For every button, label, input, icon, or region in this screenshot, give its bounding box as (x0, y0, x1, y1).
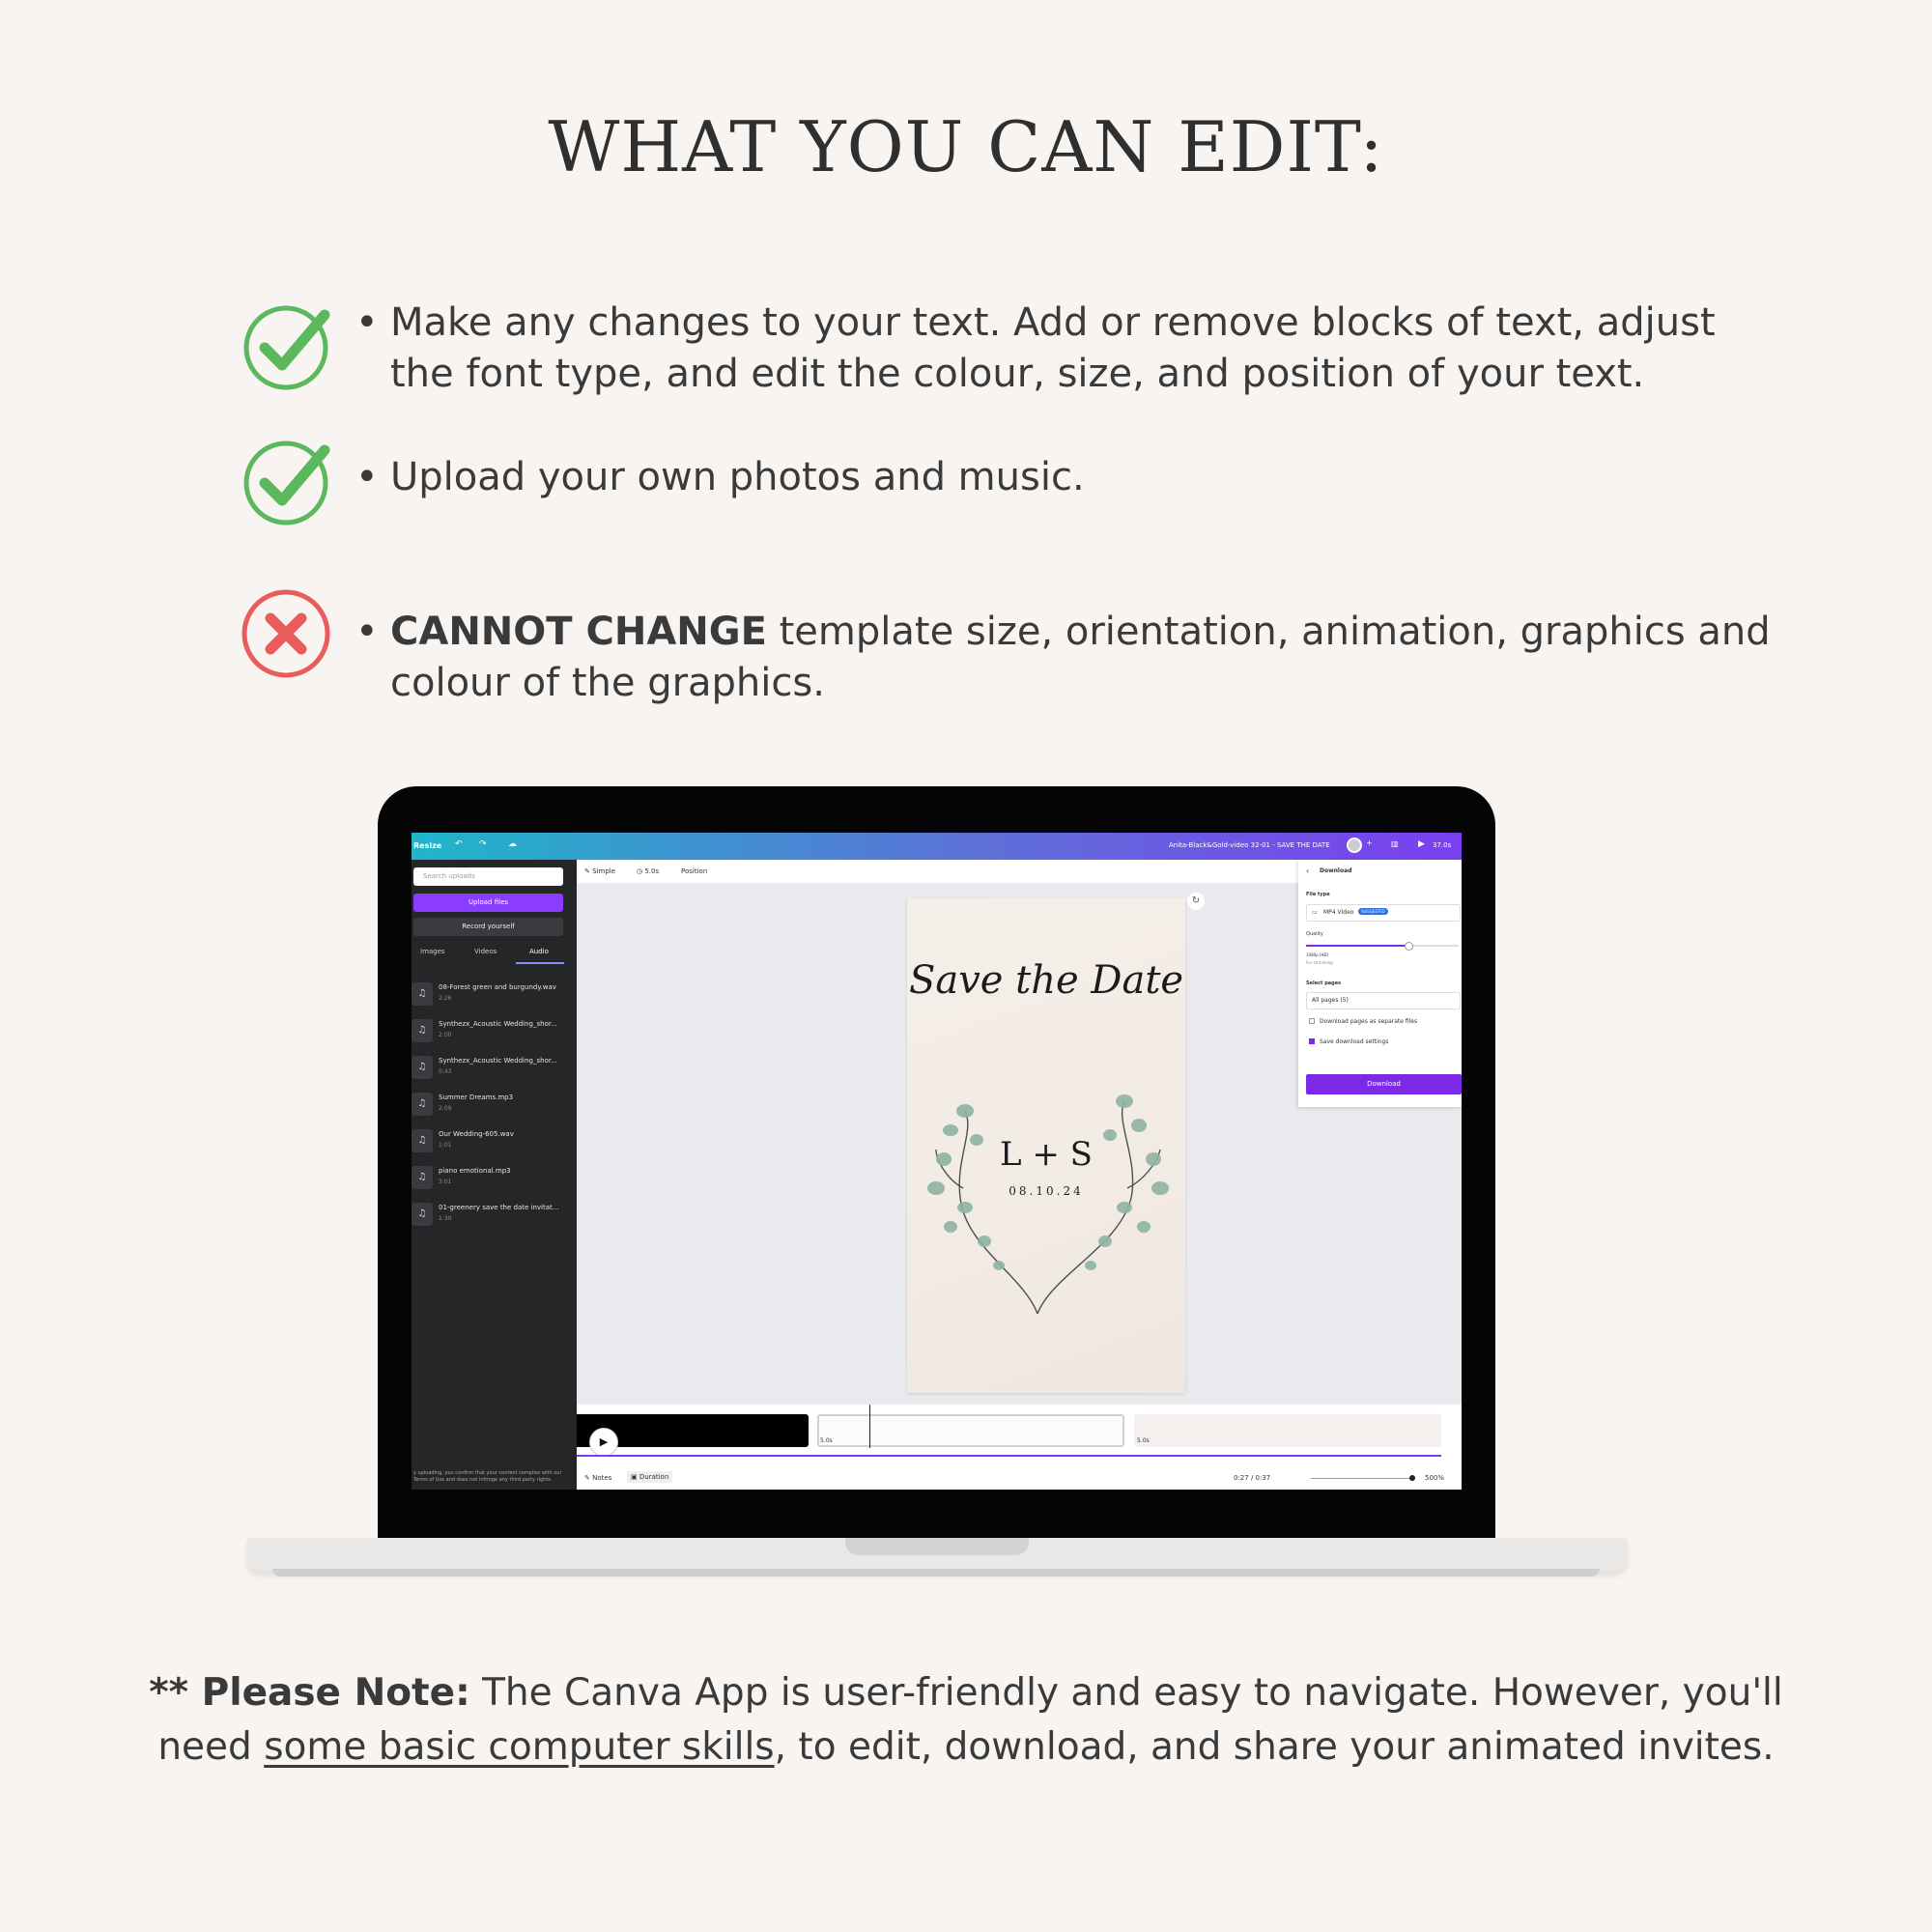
timeline-clip[interactable] (817, 1414, 1124, 1447)
timing-button[interactable] (637, 867, 659, 875)
refresh-icon[interactable]: ↻ (1187, 893, 1205, 910)
bullet-line: template size, orientation, animation, graphics and (766, 610, 1771, 654)
track-duration: 2:00 (439, 1032, 452, 1038)
note-text: The Canva App is user-friendly and easy to navigate. However, you'll (469, 1671, 1783, 1715)
check-circle-icon (242, 435, 334, 527)
quality-slider-fill (1306, 945, 1408, 947)
duration-button[interactable] (627, 1471, 672, 1483)
download-panel-title: Download (1320, 867, 1352, 874)
suggested-badge: SUGGESTED (1358, 908, 1388, 915)
clock-icon: ◷ (637, 867, 643, 875)
bullet-line: the font type, and edit the colour, size, and position of your text. (390, 352, 1645, 396)
quality-slider-track (1408, 945, 1459, 947)
tab-images[interactable]: Images (420, 948, 445, 955)
list-item[interactable] (412, 1164, 577, 1191)
download-button[interactable]: Download (1306, 1074, 1462, 1094)
bullet-text (355, 298, 1716, 400)
track-name: Synthezx_Acoustic Wedding_shor... (439, 1057, 557, 1065)
list-item[interactable] (412, 1127, 577, 1154)
save-settings-label: Save download settings (1320, 1038, 1389, 1045)
notes-icon: ✎ (584, 1474, 590, 1482)
music-note-icon: ♫ (412, 1093, 433, 1116)
bullet-line: colour of the graphics. (390, 661, 825, 705)
search-input[interactable]: Search uploads (413, 867, 563, 886)
music-note-icon: ♫ (412, 1129, 433, 1152)
track-name: piano emotional.mp3 (439, 1167, 511, 1175)
tab-audio[interactable]: Audio (529, 948, 549, 955)
quality-slider-handle[interactable] (1405, 942, 1413, 951)
playhead[interactable] (869, 1405, 870, 1448)
quality-value: 1080p (HD) (1306, 952, 1329, 957)
zoom-level: 500% (1425, 1474, 1445, 1482)
select-pages-value: All pages (5) (1312, 997, 1349, 1004)
select-pages-label: Select pages (1306, 980, 1342, 986)
file-type-label: File type (1306, 892, 1330, 897)
track-name: Our Wedding-605.wav (439, 1130, 514, 1138)
undo-icon[interactable]: ↶ (455, 839, 463, 849)
bullet-line: Upload your own photos and music. (390, 455, 1085, 499)
animate-button[interactable] (584, 867, 615, 875)
save-settings-checkbox[interactable] (1309, 1038, 1315, 1044)
bullet-text (355, 607, 1771, 709)
list-item[interactable] (412, 1091, 577, 1118)
clip-duration: 5.0s (1137, 1437, 1150, 1444)
track-name: 01-greenery save the date invitat... (439, 1204, 559, 1211)
bullet-line: Make any changes to your text. Add or remove blocks of text, adjust (390, 300, 1716, 345)
note-text: , to edit, download, and share your animated invites. (774, 1725, 1775, 1769)
bullet-dot: • (355, 300, 379, 345)
resize-button[interactable]: Resize (413, 841, 442, 850)
music-note-icon: ♫ (412, 982, 433, 1006)
terms-line: y uploading, you confirm that your content complies with our (413, 1470, 562, 1476)
quality-note: For streaming (1306, 960, 1333, 965)
bullet-text (355, 452, 1085, 503)
notes-label: Notes (592, 1474, 612, 1482)
track-duration: 3:01 (439, 1179, 452, 1185)
track-duration: 1:01 (439, 1142, 452, 1149)
note-underlined-text: some basic computer skills (264, 1725, 775, 1769)
list-item[interactable] (412, 980, 577, 1008)
couple-initials: L + S (1000, 1135, 1093, 1174)
cannot-change-label: CANNOT CHANGE (390, 610, 767, 654)
note-text: need (157, 1725, 265, 1769)
track-name: Synthezx_Acoustic Wedding_shor... (439, 1020, 557, 1028)
separate-files-label: Download pages as separate files (1320, 1018, 1418, 1025)
notes-button[interactable] (584, 1474, 611, 1482)
list-item[interactable] (412, 1201, 577, 1228)
bullet-item (242, 585, 1806, 711)
bullet-item (242, 433, 1806, 529)
footer-note (97, 1666, 1835, 1775)
animate-label: Simple (592, 867, 616, 875)
list-item[interactable] (412, 1017, 577, 1044)
music-note-icon: ♫ (412, 1019, 433, 1042)
present-duration[interactable]: 37.0s (1433, 841, 1452, 849)
terms-link[interactable]: Terms of Use and does not infringe any third party rights. (413, 1477, 553, 1483)
record-yourself-button[interactable]: Record yourself (413, 918, 563, 936)
eucalyptus-wreath-image (907, 1082, 1185, 1323)
document-title[interactable]: Anita-Black&Gold-video 32-01 - SAVE THE DATE (1169, 841, 1330, 849)
separate-files-checkbox[interactable] (1309, 1018, 1315, 1024)
list-item[interactable] (412, 1054, 577, 1081)
position-button[interactable]: Position (681, 867, 708, 875)
event-date: 08.10.24 (1009, 1184, 1084, 1198)
track-duration: 0:43 (439, 1068, 452, 1075)
track-name: 08-Forest green and burgundy.wav (439, 983, 556, 991)
cloud-icon: ☁ (508, 839, 517, 849)
music-note-icon: ♫ (412, 1056, 433, 1079)
analytics-icon[interactable]: ▥ (1391, 839, 1399, 848)
upload-files-button[interactable]: Upload files (413, 894, 563, 912)
timeline-clip[interactable] (1134, 1414, 1441, 1447)
play-icon[interactable]: ▶ (1418, 839, 1425, 849)
design-canvas[interactable] (907, 898, 1185, 1393)
uploads-panel (412, 860, 577, 1490)
tab-indicator (516, 962, 564, 964)
tab-videos[interactable]: Videos (474, 948, 497, 955)
app-screenshot (412, 833, 1462, 1490)
zoom-slider[interactable] (1311, 1478, 1413, 1479)
duration-label: Duration (639, 1473, 669, 1481)
playback-time: 0:27 / 0:37 (1234, 1474, 1271, 1482)
track-duration: 2:26 (439, 995, 452, 1002)
laptop-notch (845, 1538, 1029, 1555)
back-icon[interactable]: ‹ (1306, 867, 1310, 875)
music-note-icon: ♫ (412, 1166, 433, 1189)
zoom-slider-handle[interactable] (1409, 1475, 1415, 1481)
timeline-panel (577, 1405, 1462, 1490)
design-title: Save the Date (908, 958, 1184, 1003)
audio-track-line (577, 1455, 1441, 1457)
track-duration: 2:09 (439, 1105, 452, 1112)
clip-duration: 5.0s (820, 1437, 833, 1444)
download-panel (1298, 860, 1462, 1107)
bullet-dot: • (355, 610, 379, 654)
redo-icon[interactable]: ↷ (479, 839, 487, 849)
quality-label: Quality (1306, 931, 1323, 937)
track-name: Summer Dreams.mp3 (439, 1094, 514, 1101)
timing-label: 5.0s (644, 867, 660, 875)
play-icon[interactable]: ▶ (589, 1428, 618, 1457)
duration-icon: ▣ (631, 1473, 638, 1481)
cross-circle-icon (242, 587, 334, 680)
laptop-shadow (272, 1569, 1600, 1577)
bullet-dot: • (355, 455, 379, 499)
bullet-item (242, 298, 1806, 413)
note-prefix: ** Please Note: (149, 1671, 470, 1715)
video-icon: ▭ (1312, 909, 1318, 916)
file-type-value: MP4 Video (1323, 909, 1354, 916)
avatar[interactable] (1347, 838, 1362, 853)
check-circle-icon (242, 299, 334, 392)
track-duration: 1:30 (439, 1215, 452, 1222)
app-topbar (412, 833, 1462, 860)
terms-note (413, 1470, 562, 1484)
music-note-icon: ♫ (412, 1203, 433, 1226)
animate-icon: ✎ (584, 867, 590, 875)
add-icon[interactable]: + (1366, 838, 1373, 847)
page-title: WHAT YOU CAN EDIT: (548, 106, 1384, 187)
